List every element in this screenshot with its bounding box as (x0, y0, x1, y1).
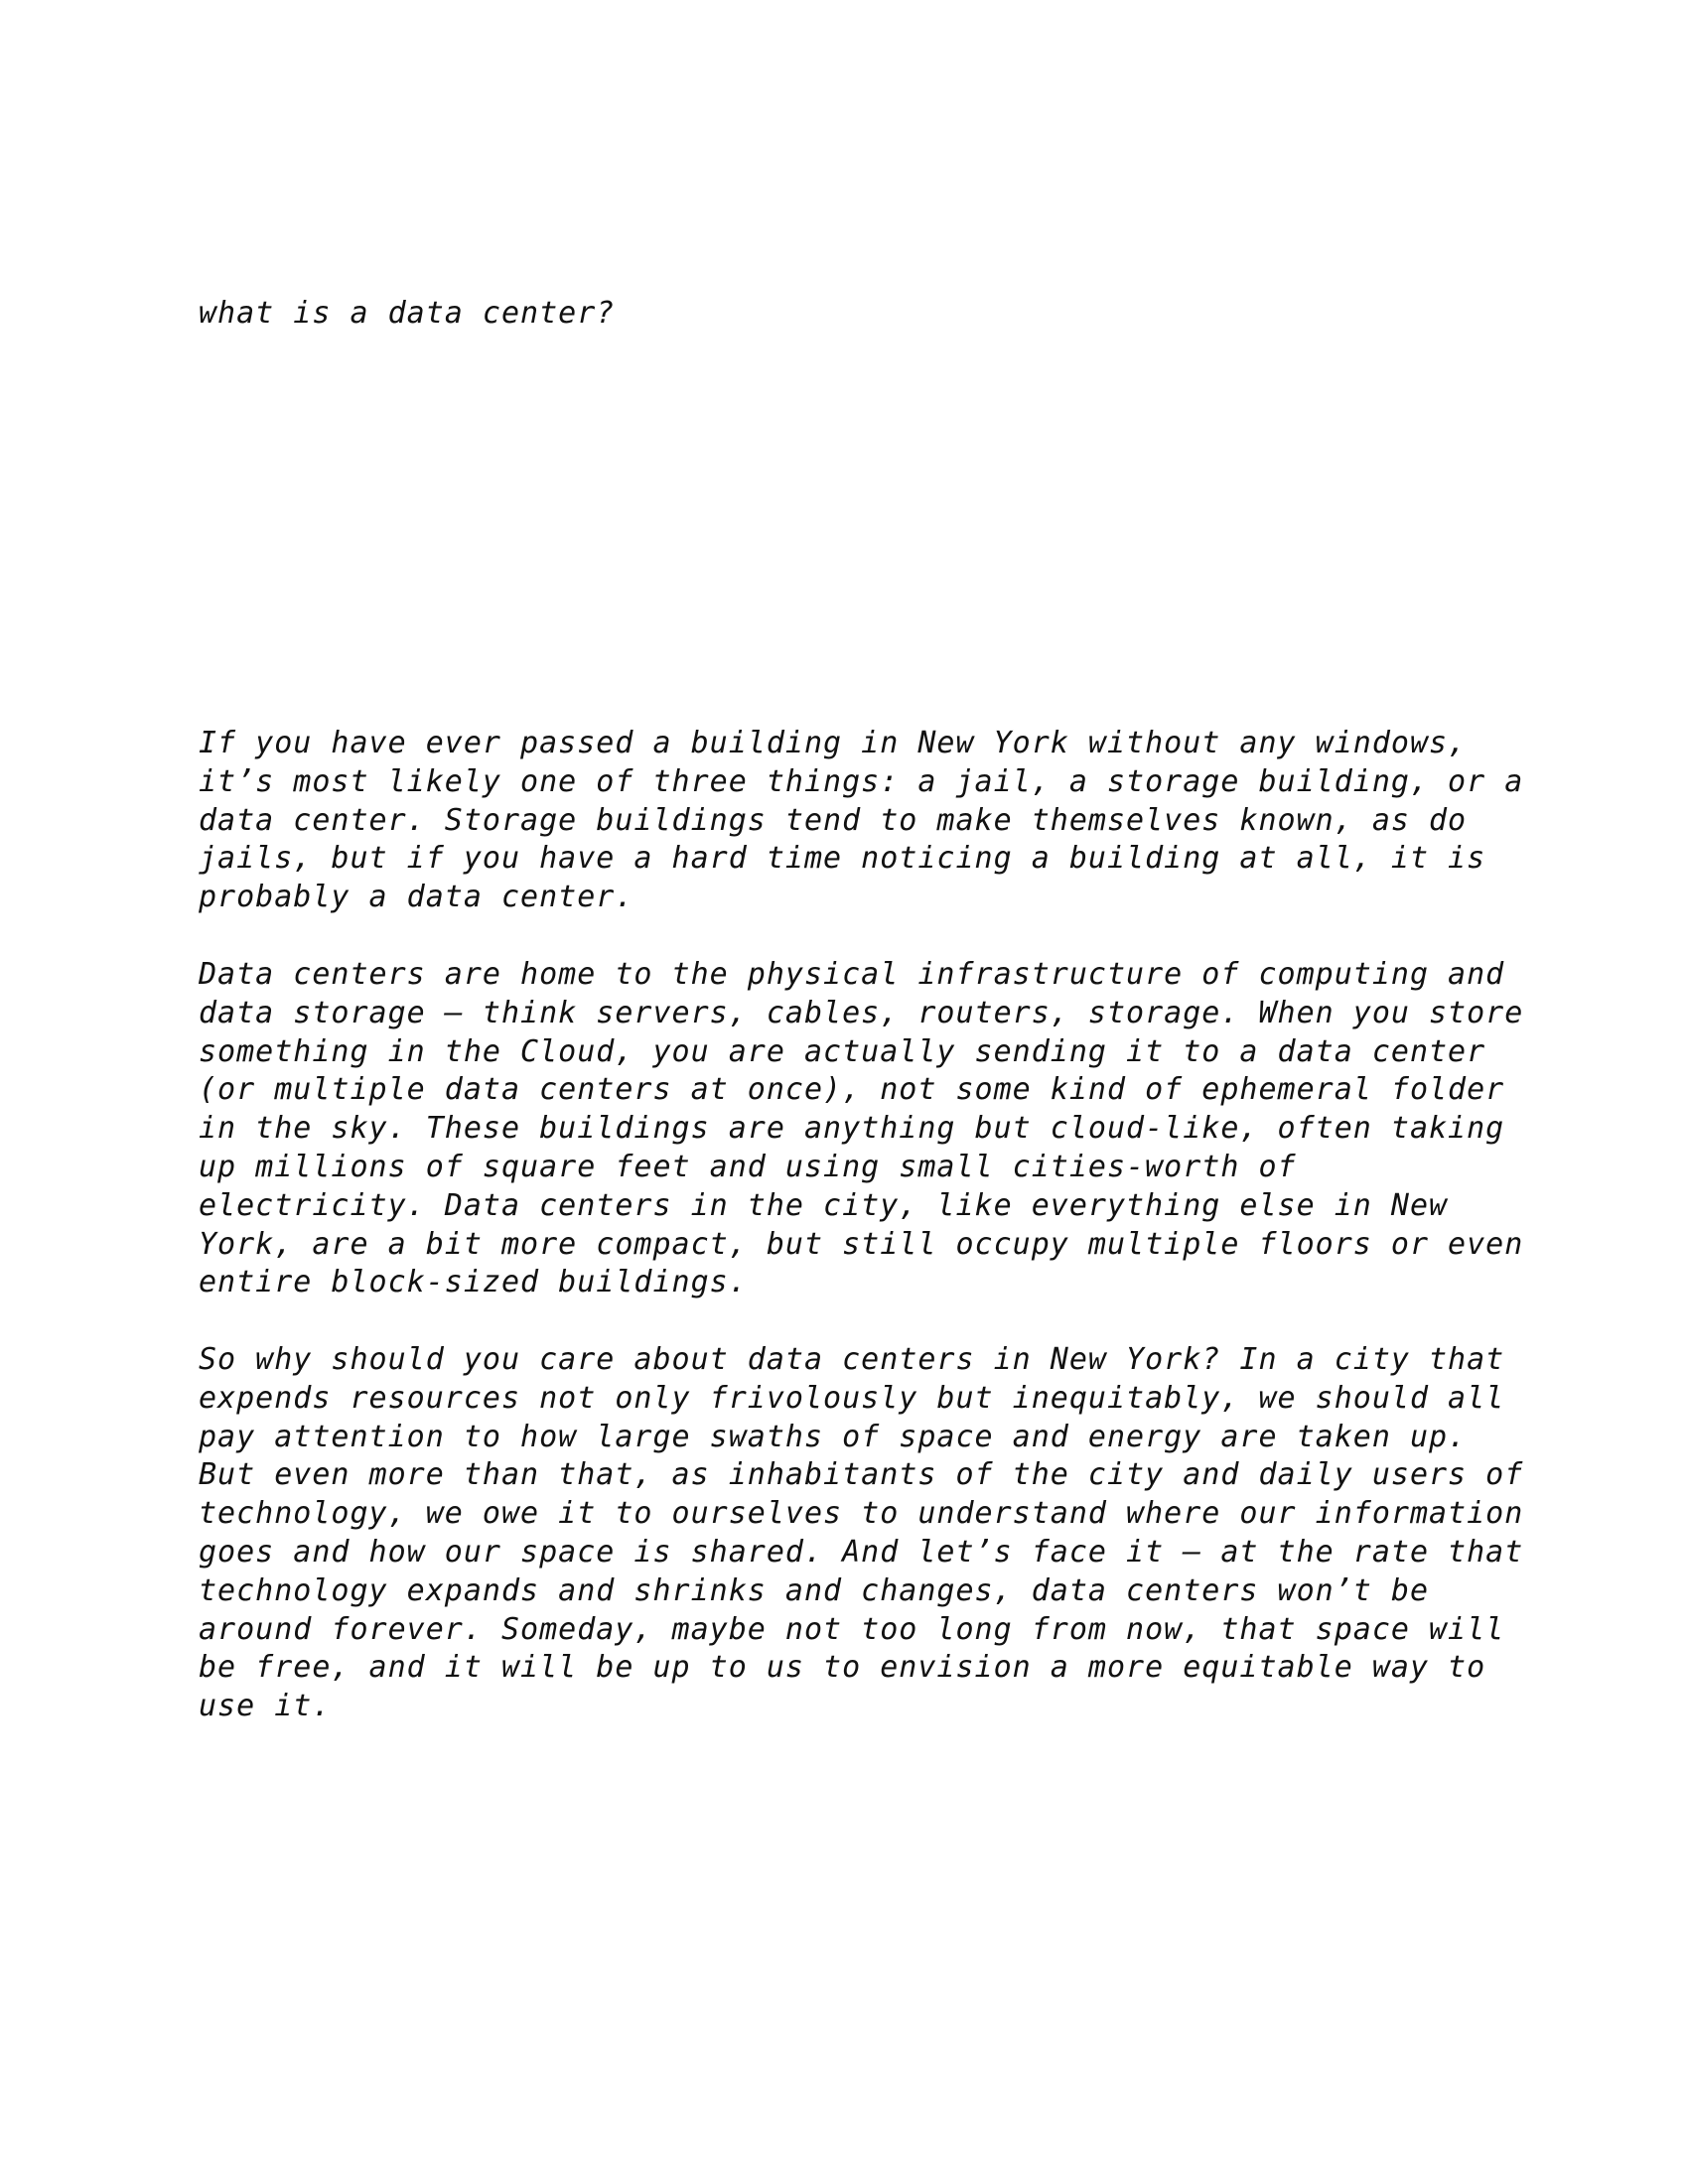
text-line: But even more than that, as inhabitants of the city and daily users of (199, 1457, 1524, 1493)
text-line: use it. (199, 1689, 332, 1724)
text-line: entire block-sized buildings. (199, 1265, 748, 1300)
text-line: technology, we owe it to ourselves to understand where our information (199, 1496, 1524, 1532)
text-line: data storage — think servers, cables, routers, storage. When you store (199, 995, 1524, 1030)
text-line: something in the Cloud, you are actually sending it to a data center (199, 1033, 1486, 1069)
text-line: up millions of square feet and using small cities-worth of (199, 1149, 1297, 1184)
text-line: around forever. Someday, maybe not too long from now, that space will (199, 1611, 1505, 1647)
text-line: So why should you care about data centers in New York? In a city that (199, 1342, 1505, 1377)
text-line: York, are a bit more compact, but still occupy multiple floors or even (199, 1226, 1524, 1262)
page-title: what is a data center? (199, 296, 616, 331)
text-line: in the sky. These buildings are anything but cloud-like, often taking (199, 1111, 1505, 1147)
text-line: Data centers are home to the physical infrastructure of computing and (199, 957, 1505, 992)
text-line: (or multiple data centers at once), not some kind of ephemeral folder (199, 1072, 1505, 1108)
text-line: technology expands and shrinks and changes, data centers won’t be (199, 1572, 1429, 1608)
text-line: electricity. Data centers in the city, like everything else in New (199, 1187, 1449, 1223)
text-line: probably a data center. (199, 880, 634, 915)
text-line: data center. Storage buildings tend to make themselves known, as do (199, 802, 1468, 838)
text-line: it’s most likely one of three things: a jail, a storage building, or a (199, 763, 1524, 799)
paragraph-definition (199, 956, 1529, 1302)
paragraph-intro (199, 725, 1529, 917)
text-line: expends resources not only frivolously but inequitably, we should all (199, 1380, 1505, 1416)
text-line: goes and how our space is shared. And let’s face it — at the rate that (199, 1534, 1524, 1570)
text-line: pay attention to how large swaths of space and energy are taken up. (199, 1419, 1468, 1454)
text-line: If you have ever passed a building in New York without any windows, (199, 726, 1468, 760)
paragraph-why-care (199, 1341, 1529, 1726)
text-line: be free, and it will be up to us to envision a more equitable way to (199, 1650, 1486, 1686)
text-line: jails, but if you have a hard time noticing a building at all, it is (199, 841, 1486, 877)
